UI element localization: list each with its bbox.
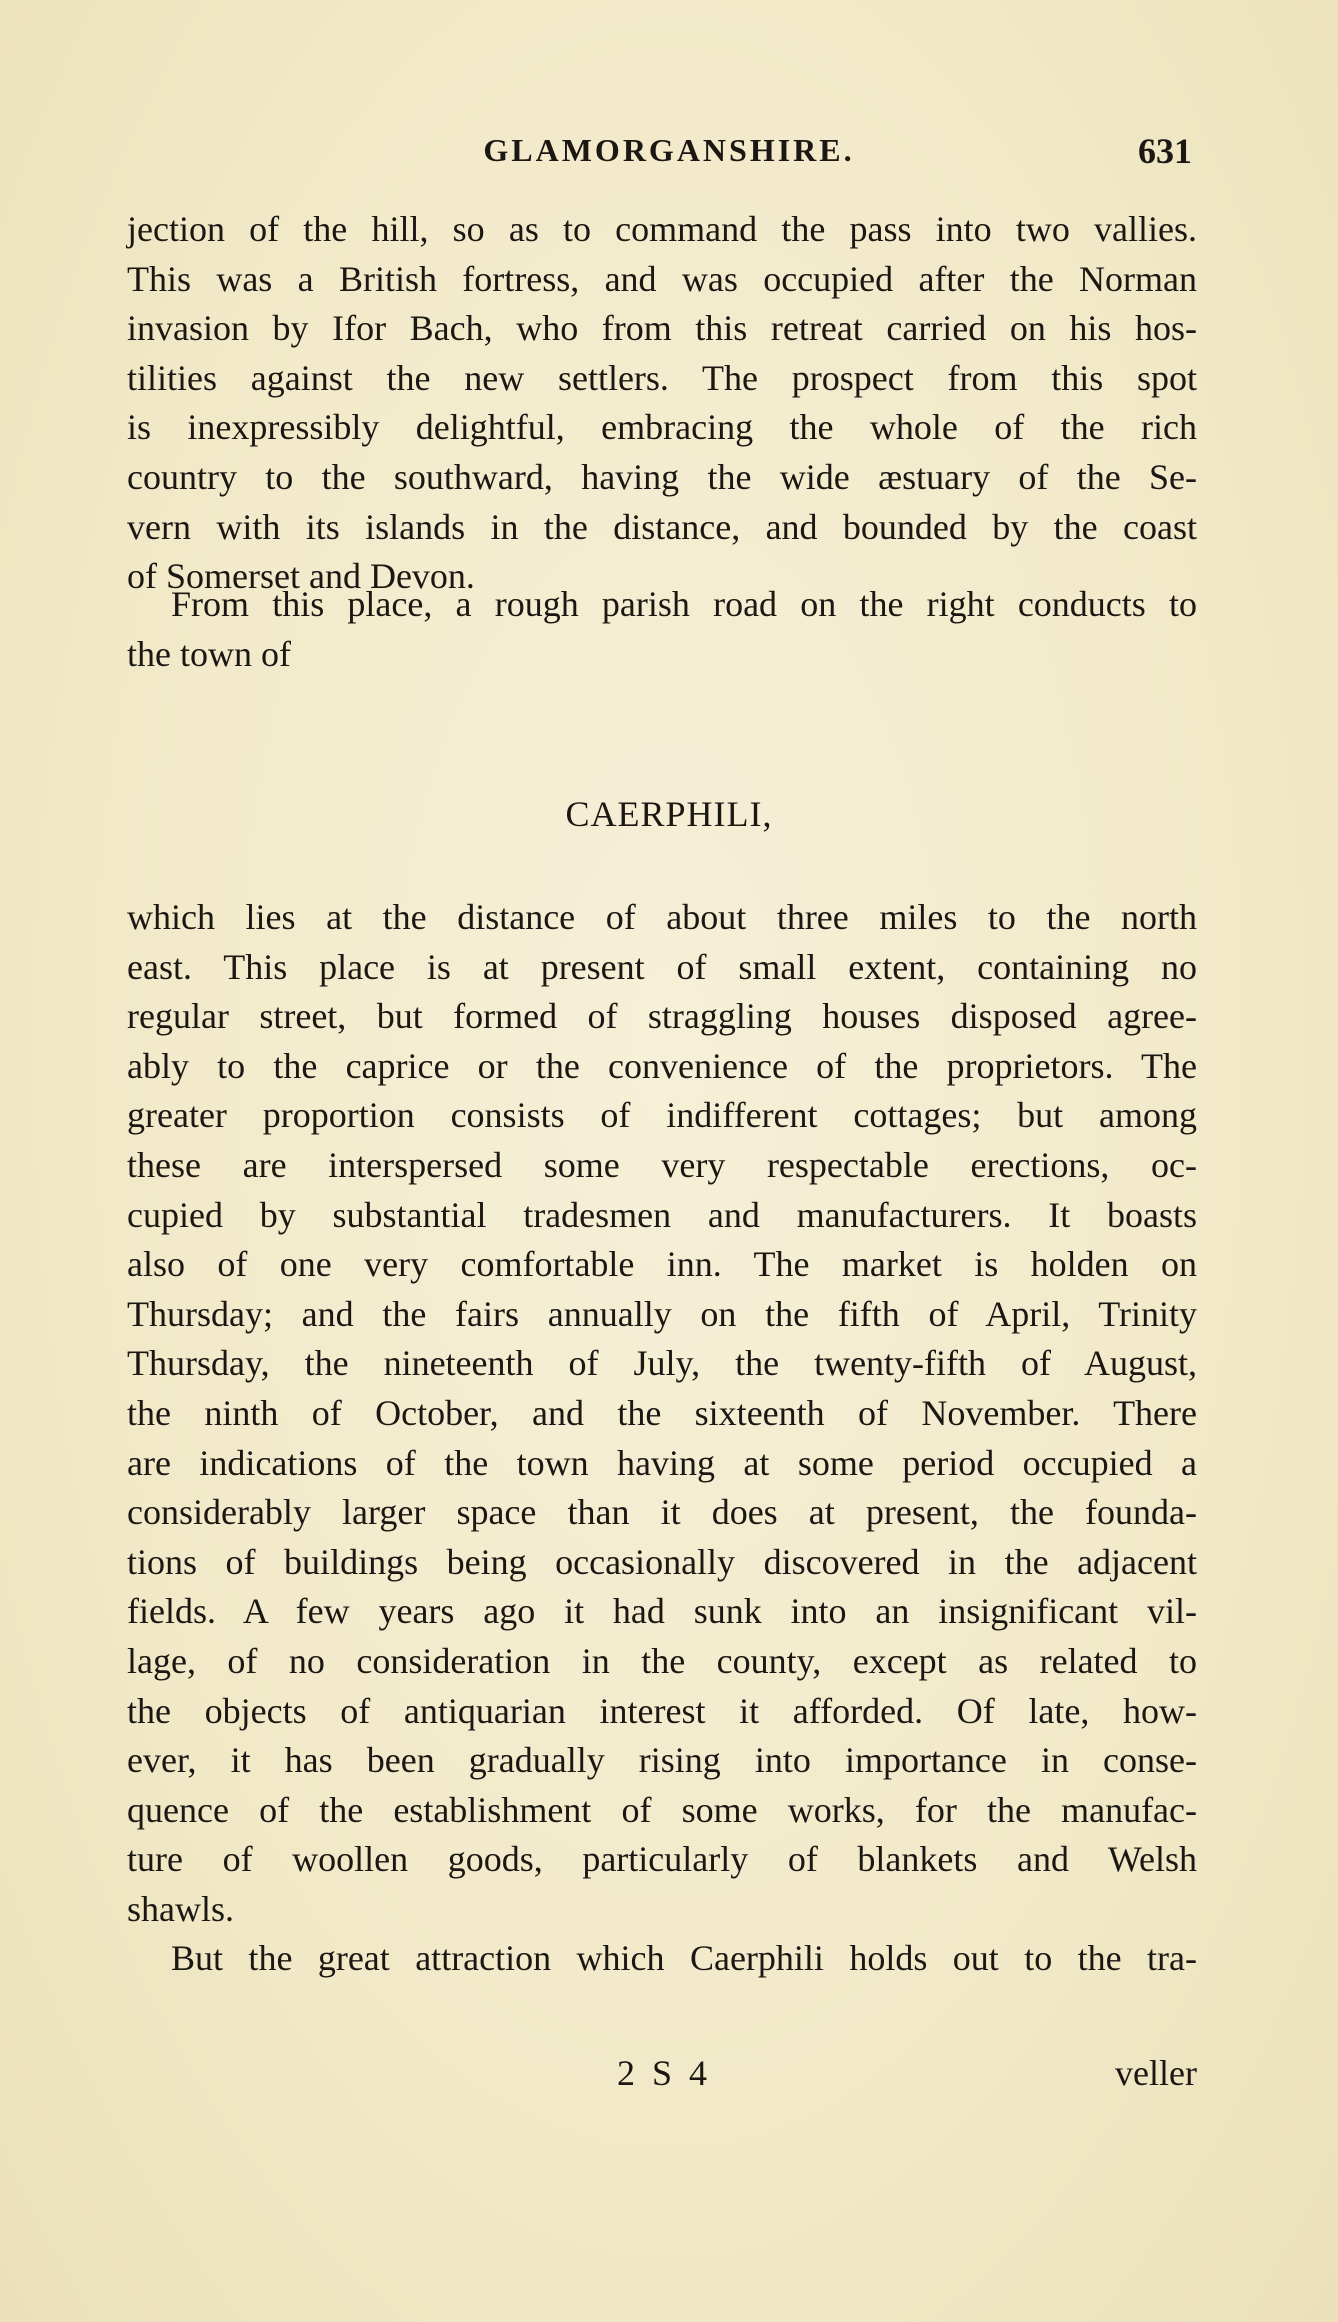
text-line: cupied by substantial tradesmen and manufacturers. It boasts xyxy=(127,1194,1197,1235)
text-line: considerably larger space than it does at present, the founda- xyxy=(127,1492,1197,1533)
text-line: tilities against the new settlers. The prospect from this spot xyxy=(127,357,1197,398)
text-line: jection of the hill, so as to command the pass into two vallies. xyxy=(127,209,1197,249)
text-line: shawls. xyxy=(127,1888,234,1929)
catchword: veller xyxy=(1115,2053,1197,2093)
text-line: also of one very comfortable inn. The market is holden on xyxy=(127,1244,1197,1285)
page-footer xyxy=(127,2052,1197,2102)
text-line: the ninth of October, and the sixteenth of November. There xyxy=(127,1392,1197,1433)
text-line: which lies at the distance of about three miles to the north xyxy=(127,897,1197,937)
signature-mark: 2 S 4 xyxy=(617,2053,712,2093)
running-head xyxy=(0,132,1338,182)
text-line: Thursday; and the fairs annually on the fifth of April, Trinity xyxy=(127,1293,1197,1334)
text-line: ture of woollen goods, particularly of blankets and Welsh xyxy=(127,1839,1197,1880)
text-line: ever, it has been gradually rising into importance in conse- xyxy=(127,1740,1197,1781)
text-line: From this place, a rough parish road on the right conducts to xyxy=(171,584,1197,624)
text-line: east. This place is at present of small extent, containing no xyxy=(127,946,1197,987)
text-line: are indications of the town having at some period occupied a xyxy=(127,1442,1197,1483)
text-line: This was a British fortress, and was occupied after the Norman xyxy=(127,258,1197,299)
text-line: regular street, but formed of straggling houses disposed agree- xyxy=(127,996,1197,1037)
page-number: 631 xyxy=(1138,131,1192,171)
text-line: tions of buildings being occasionally discovered in the adjacent xyxy=(127,1541,1197,1582)
paragraph-1 xyxy=(127,205,1197,602)
text-line: is inexpressibly delightful, embracing the whole of the rich xyxy=(127,407,1197,448)
text-line: vern with its islands in the distance, and bounded by the coast xyxy=(127,506,1197,547)
paragraph-2 xyxy=(127,580,1197,679)
text-line: country to the southward, having the wide æstuary of the Se- xyxy=(127,456,1197,497)
text-line: these are interspersed some very respectable erections, oc- xyxy=(127,1144,1197,1185)
text-line: But the great attraction which Caerphili holds out to the tra- xyxy=(171,1938,1197,1979)
text-line: lage, of no consideration in the county, except as related to xyxy=(127,1640,1197,1681)
text-line: of Somerset and Devon. xyxy=(127,556,475,597)
text-line: ably to the caprice or the convenience of the proprietors. The xyxy=(127,1045,1197,1086)
running-head-title: GLAMORGANSHIRE. xyxy=(483,132,855,168)
text-line: greater proportion consists of indifferent cottages; but among xyxy=(127,1095,1197,1136)
text-line: the town of xyxy=(127,633,291,674)
text-line: quence of the establishment of some works, for the manufac- xyxy=(127,1789,1197,1830)
paragraph-3 xyxy=(127,893,1197,1984)
text-line: the objects of antiquarian interest it afforded. Of late, how- xyxy=(127,1690,1197,1731)
text-line: invasion by Ifor Bach, who from this retreat carried on his hos- xyxy=(127,308,1197,349)
section-heading: CAERPHILI, xyxy=(565,794,773,834)
text-line: Thursday, the nineteenth of July, the twenty-fifth of August, xyxy=(127,1343,1197,1384)
text-line: fields. A few years ago it had sunk into an insignificant vil- xyxy=(127,1591,1197,1632)
